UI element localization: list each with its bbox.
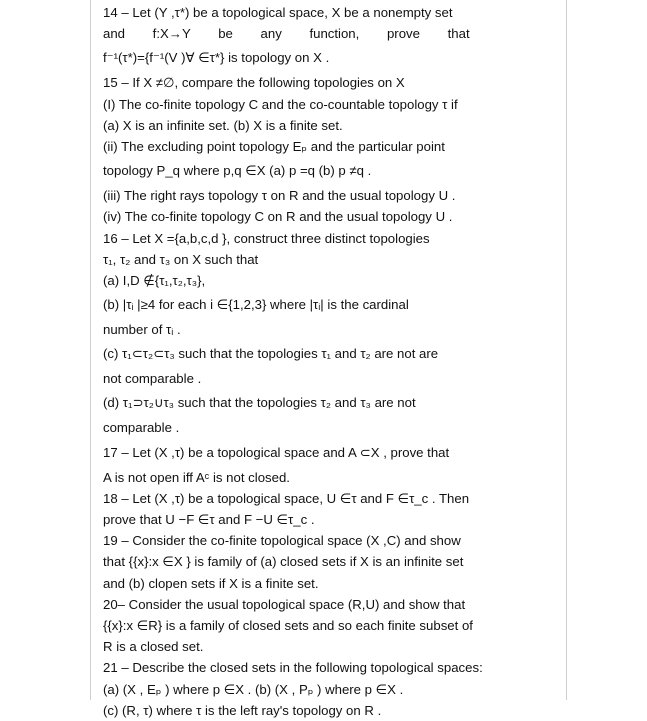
text-line: 19 – Consider the co-finite topological space (X ,C) and show (103, 533, 461, 549)
text-line: 15 – If X ≠∅, compare the following topologies on X (103, 75, 405, 91)
text-line: 16 – Let X ={a,b,c,d }, construct three distinct topologies (103, 230, 430, 246)
text-line: (c) (R, τ) where τ is the left ray's topology on R . (103, 702, 382, 718)
text-line: (a) X is an infinite set. (b) X is a finite set. (103, 117, 343, 133)
text-line: not comparable . (103, 371, 202, 387)
text-line: prove that U −F ∈τ and F −U ∈τ_c . (103, 512, 315, 527)
text-line: 17 – Let (X ,τ) be a topological space and A ⊂X , prove that (103, 444, 450, 460)
text-line: (a) (X , Eₚ ) where p ∈X . (b) (X , Pₚ ) where p ∈X . (103, 681, 404, 697)
text-line: that {{x}:x ∈X } is family of (a) closed sets if X is an infinite set (103, 554, 464, 570)
text-line: f⁻¹(τ*)={f⁻¹(V )∀ ∈τ*} is topology on X . (103, 50, 330, 66)
text-line: comparable . (103, 420, 180, 436)
text-line: R is a closed set. (103, 639, 204, 655)
text-line: 18 – Let (X ,τ) be a topological space, U ∈τ and F ∈τ_c . Then (103, 490, 470, 506)
problem-sheet (103, 2, 546, 721)
text-line: 14 – Let (Y ,τ*) be a topological space, X be a nonempty set (103, 5, 453, 20)
text-line: (iv) The co-finite topology C on R and the usual topology U . (103, 209, 453, 225)
text-line: and (b) clopen sets if X is a finite set. (103, 575, 319, 591)
text-line: τ₁, τ₂ and τ₃ on X such that (103, 251, 259, 267)
text-line: (I) The co-finite topology C and the co-countable topology τ if (103, 96, 458, 112)
text-line: 21 – Describe the closed sets in the following topological spaces: (103, 660, 483, 676)
text-line: {{x}:x ∈R} is a family of closed sets and so each finite subset of (103, 617, 473, 633)
text-line: (c) τ₁⊂τ₂⊂τ₃ such that the topologies τ₁ and τ₂ are not are (103, 346, 439, 362)
text-line: (b) |τᵢ |≥4 for each i ∈{1,2,3} where |τᵢ| is the cardinal (103, 297, 409, 313)
text-line: number of τᵢ . (103, 322, 181, 338)
text-line: topology P_q where p,q ∈X (a) p =q (b) p ≠q . (103, 163, 372, 179)
right-border (566, 0, 567, 700)
left-border (90, 0, 91, 700)
text-line: 20– Consider the usual topological space (R,U) and show that (103, 596, 466, 612)
text-line: (ii) The excluding point topology Eₚ and the particular point (103, 138, 445, 154)
text-line: (iii) The right rays topology τ on R and the usual topology U . (103, 188, 456, 204)
text-line: (a) I,D ∉{τ₁,τ₂,τ₃}, (103, 272, 206, 288)
text-line: (d) τ₁⊃τ₂∪τ₃ such that the topologies τ₂ and τ₃ are not (103, 395, 416, 411)
text-line: A is not open iff Aᶜ is not closed. (103, 469, 290, 485)
text-line: and f:X→Y be any function, prove that (103, 26, 470, 42)
